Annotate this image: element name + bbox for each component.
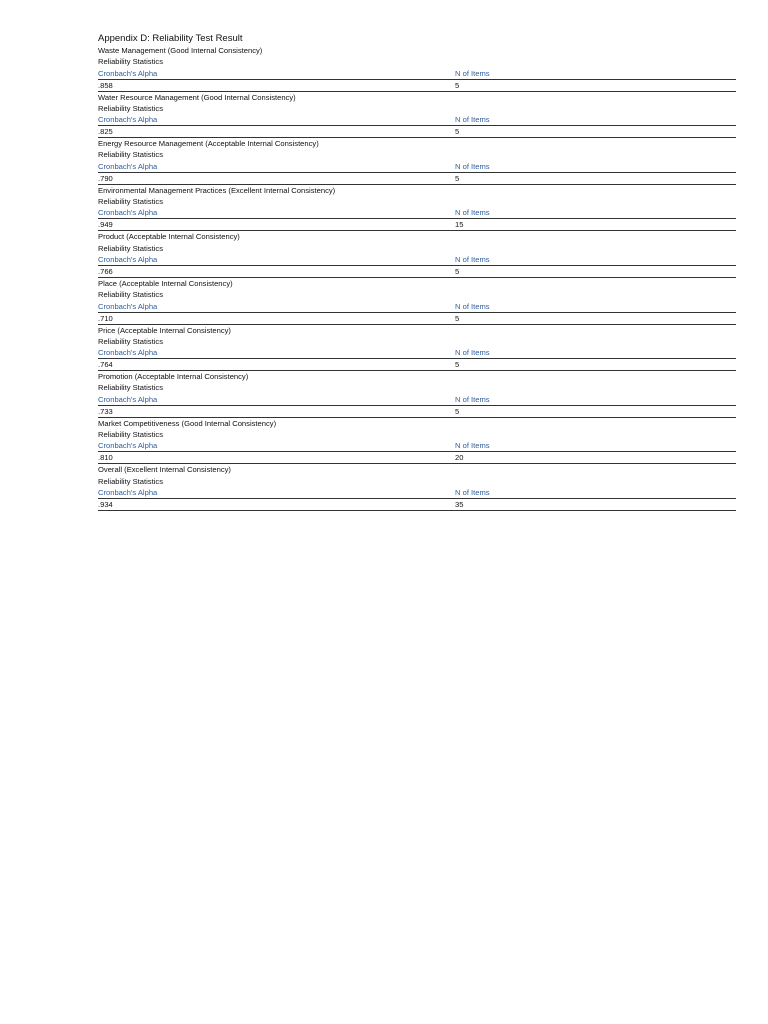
alpha-column-header: Cronbach's Alpha bbox=[98, 487, 158, 497]
reliability-section-market-competitiveness bbox=[98, 418, 736, 465]
table-header-row bbox=[98, 68, 736, 80]
section-subheading: Reliability Statistics bbox=[98, 430, 163, 440]
section-subheading: Reliability Statistics bbox=[98, 197, 163, 207]
table-row bbox=[98, 406, 736, 418]
section-subheading: Reliability Statistics bbox=[98, 383, 163, 393]
items-value: 5 bbox=[455, 173, 460, 183]
section-subheading: Reliability Statistics bbox=[98, 103, 163, 113]
reliability-section-price bbox=[98, 325, 736, 372]
section-subheading: Reliability Statistics bbox=[98, 150, 163, 160]
table-header-row bbox=[98, 440, 736, 452]
items-value: 5 bbox=[455, 313, 460, 323]
items-column-header: N of Items bbox=[455, 68, 490, 78]
alpha-column-header: Cronbach's Alpha bbox=[98, 254, 158, 264]
reliability-section-environmental-management-practices bbox=[98, 185, 736, 232]
items-column-header: N of Items bbox=[455, 441, 490, 451]
table-row bbox=[98, 452, 736, 464]
alpha-value: .858 bbox=[98, 80, 113, 90]
items-value: 5 bbox=[455, 406, 460, 416]
table-header-row bbox=[98, 207, 736, 219]
alpha-column-header: Cronbach's Alpha bbox=[98, 161, 158, 171]
table-header-row bbox=[98, 254, 736, 266]
table-header-row bbox=[98, 114, 736, 126]
table-row bbox=[98, 126, 736, 138]
section-heading: Waste Management (Good Internal Consistency) bbox=[98, 46, 263, 55]
alpha-value: .733 bbox=[98, 406, 113, 416]
alpha-value: .790 bbox=[98, 173, 113, 183]
reliability-section-water-resource-management bbox=[98, 92, 736, 139]
alpha-column-header: Cronbach's Alpha bbox=[98, 208, 158, 218]
alpha-value: .810 bbox=[98, 453, 113, 463]
alpha-column-header: Cronbach's Alpha bbox=[98, 68, 158, 78]
items-value: 5 bbox=[455, 127, 460, 137]
reliability-section-product bbox=[98, 231, 736, 278]
items-column-header: N of Items bbox=[455, 394, 490, 404]
items-column-header: N of Items bbox=[455, 487, 490, 497]
table-row bbox=[98, 359, 736, 371]
reliability-section-promotion bbox=[98, 371, 736, 418]
section-subheading: Reliability Statistics bbox=[98, 290, 163, 300]
page-title: Appendix D: Reliability Test Result bbox=[98, 33, 243, 44]
section-heading: Product (Acceptable Internal Consistency) bbox=[98, 232, 240, 242]
section-subheading: Reliability Statistics bbox=[98, 336, 163, 346]
items-column-header: N of Items bbox=[455, 161, 490, 171]
reliability-section-overall bbox=[98, 464, 736, 511]
table-row bbox=[98, 313, 736, 325]
items-column-header: N of Items bbox=[455, 301, 490, 311]
alpha-column-header: Cronbach's Alpha bbox=[98, 115, 158, 125]
alpha-value: .934 bbox=[98, 499, 113, 509]
table-header-row bbox=[98, 301, 736, 313]
alpha-value: .825 bbox=[98, 127, 113, 137]
items-value: 5 bbox=[455, 80, 460, 90]
alpha-value: .766 bbox=[98, 266, 113, 276]
section-heading: Overall (Excellent Internal Consistency) bbox=[98, 465, 231, 475]
section-heading: Market Competitiveness (Good Internal Consistency) bbox=[98, 418, 277, 428]
table-header-row bbox=[98, 487, 736, 499]
section-heading: Price (Acceptable Internal Consistency) bbox=[98, 325, 231, 335]
table-row bbox=[98, 499, 736, 511]
table-header-row bbox=[98, 161, 736, 173]
alpha-value: .710 bbox=[98, 313, 113, 323]
document-page bbox=[98, 33, 736, 511]
alpha-column-header: Cronbach's Alpha bbox=[98, 394, 158, 404]
alpha-value: .764 bbox=[98, 360, 113, 370]
section-heading: Energy Resource Management (Acceptable Internal Consistency) bbox=[98, 139, 319, 149]
section-heading: Place (Acceptable Internal Consistency) bbox=[98, 278, 233, 288]
section-heading: Promotion (Acceptable Internal Consistency) bbox=[98, 372, 249, 382]
table-header-row bbox=[98, 394, 736, 406]
items-value: 15 bbox=[455, 220, 464, 230]
items-column-header: N of Items bbox=[455, 208, 490, 218]
alpha-column-header: Cronbach's Alpha bbox=[98, 301, 158, 311]
items-value: 35 bbox=[455, 499, 464, 509]
alpha-column-header: Cronbach's Alpha bbox=[98, 441, 158, 451]
items-column-header: N of Items bbox=[455, 115, 490, 125]
items-column-header: N of Items bbox=[455, 348, 490, 358]
reliability-section-waste-management bbox=[98, 45, 736, 92]
table-header-row bbox=[98, 347, 736, 359]
table-row bbox=[98, 173, 736, 185]
section-subheading: Reliability Statistics bbox=[98, 243, 163, 253]
section-heading: Water Resource Management (Good Internal Consistency) bbox=[98, 92, 296, 102]
table-row bbox=[98, 219, 736, 231]
section-heading: Environmental Management Practices (Excellent Internal Consistency) bbox=[98, 185, 336, 195]
items-value: 5 bbox=[455, 360, 460, 370]
reliability-section-energy-resource-management bbox=[98, 138, 736, 185]
section-subheading: Reliability Statistics bbox=[98, 476, 163, 486]
alpha-column-header: Cronbach's Alpha bbox=[98, 348, 158, 358]
alpha-value: .949 bbox=[98, 220, 113, 230]
section-subheading: Reliability Statistics bbox=[98, 57, 163, 67]
table-row bbox=[98, 80, 736, 92]
reliability-section-place bbox=[98, 278, 736, 325]
table-row bbox=[98, 266, 736, 278]
items-column-header: N of Items bbox=[455, 254, 490, 264]
items-value: 5 bbox=[455, 266, 460, 276]
items-value: 20 bbox=[455, 453, 464, 463]
